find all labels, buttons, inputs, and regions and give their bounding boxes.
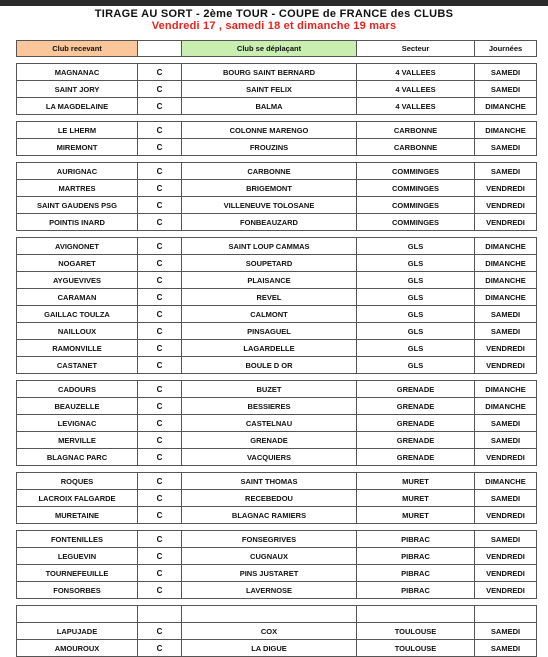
c-cell: C xyxy=(138,163,182,180)
home-club-cell: MARTRES xyxy=(17,180,138,197)
day-cell: VENDREDI xyxy=(475,507,537,524)
day-cell: VENDREDI xyxy=(475,582,537,599)
away-club-cell: LA DIGUE xyxy=(182,640,357,657)
away-club-cell: SOUPETARD xyxy=(182,255,357,272)
page-title: TIRAGE AU SORT - 2ème TOUR - COUPE de FRANCE des CLUBS xyxy=(94,8,454,20)
home-club-cell: LEGUEVIN xyxy=(17,548,138,565)
spacer-cell xyxy=(17,231,138,238)
spacer-cell xyxy=(475,231,537,238)
group-spacer xyxy=(17,231,537,238)
sector-cell: GLS xyxy=(357,272,475,289)
table-row xyxy=(17,214,537,231)
away-club-cell: PLAISANCE xyxy=(182,272,357,289)
header-away-club: Club se déplaçant xyxy=(182,41,357,57)
c-cell: C xyxy=(138,640,182,657)
c-cell: C xyxy=(138,507,182,524)
spacer-cell xyxy=(138,466,182,473)
sector-cell: GRENADE xyxy=(357,449,475,466)
day-cell: VENDREDI xyxy=(475,180,537,197)
home-club-cell: TOURNEFEUILLE xyxy=(17,565,138,582)
table-row xyxy=(17,432,537,449)
spacer-cell xyxy=(182,231,357,238)
sector-cell: COMMINGES xyxy=(357,180,475,197)
home-club-cell: LE LHERM xyxy=(17,122,138,139)
c-cell: C xyxy=(138,381,182,398)
away-club-cell: COX xyxy=(182,623,357,640)
sector-cell: GLS xyxy=(357,255,475,272)
spacer-cell xyxy=(182,115,357,122)
day-cell xyxy=(475,606,537,623)
group-spacer xyxy=(17,466,537,473)
day-cell: DIMANCHE xyxy=(475,473,537,490)
day-cell: VENDREDI xyxy=(475,214,537,231)
table-row xyxy=(17,381,537,398)
day-cell: SAMEDI xyxy=(475,139,537,156)
c-cell: C xyxy=(138,357,182,374)
header-sector: Secteur xyxy=(357,41,475,57)
table-header-row xyxy=(17,41,537,57)
home-club-cell: SAINT GAUDENS PSG xyxy=(17,197,138,214)
sector-cell: MURET xyxy=(357,490,475,507)
sector-cell xyxy=(357,606,475,623)
table-row xyxy=(17,340,537,357)
draw-table xyxy=(16,40,537,657)
spacer-cell xyxy=(182,524,357,531)
c-cell: C xyxy=(138,289,182,306)
day-cell: SAMEDI xyxy=(475,81,537,98)
table-row xyxy=(17,449,537,466)
home-club-cell: BLAGNAC PARC xyxy=(17,449,138,466)
away-club-cell: VACQUIERS xyxy=(182,449,357,466)
spacer-cell xyxy=(475,524,537,531)
spacer-cell xyxy=(138,374,182,381)
home-club-cell: LACROIX FALGARDE xyxy=(17,490,138,507)
spacer-cell xyxy=(17,599,138,606)
sector-cell: GLS xyxy=(357,238,475,255)
sector-cell: GRENADE xyxy=(357,432,475,449)
table-row xyxy=(17,415,537,432)
table-row xyxy=(17,255,537,272)
away-club-cell: RECEBEDOU xyxy=(182,490,357,507)
table-row xyxy=(17,81,537,98)
spacer-cell xyxy=(357,156,475,163)
home-club-cell: GAILLAC TOULZA xyxy=(17,306,138,323)
away-club-cell: BRIGEMONT xyxy=(182,180,357,197)
away-club-cell: CUGNAUX xyxy=(182,548,357,565)
home-club-cell: MIREMONT xyxy=(17,139,138,156)
group-spacer xyxy=(17,599,537,606)
c-cell: C xyxy=(138,122,182,139)
day-cell: DIMANCHE xyxy=(475,255,537,272)
group-spacer xyxy=(17,524,537,531)
home-club-cell: RAMONVILLE xyxy=(17,340,138,357)
c-cell: C xyxy=(138,255,182,272)
home-club-cell: AVIGNONET xyxy=(17,238,138,255)
away-club-cell: LAVERNOSE xyxy=(182,582,357,599)
spacer-cell xyxy=(475,599,537,606)
sector-cell: GLS xyxy=(357,357,475,374)
spacer-cell xyxy=(357,57,475,64)
header-home-club: Club recevant xyxy=(17,41,138,57)
header-day: Journées xyxy=(475,41,537,57)
table-row xyxy=(17,289,537,306)
table-row xyxy=(17,531,537,548)
sector-cell: PIBRAC xyxy=(357,548,475,565)
day-cell: SAMEDI xyxy=(475,531,537,548)
table-row xyxy=(17,323,537,340)
c-cell: C xyxy=(138,398,182,415)
away-club-cell: GRENADE xyxy=(182,432,357,449)
table-row xyxy=(17,163,537,180)
away-club-cell xyxy=(182,606,357,623)
table-row xyxy=(17,640,537,657)
sector-cell: PIBRAC xyxy=(357,531,475,548)
c-cell: C xyxy=(138,340,182,357)
day-cell: SAMEDI xyxy=(475,323,537,340)
spacer-cell xyxy=(138,524,182,531)
group-spacer xyxy=(17,115,537,122)
away-club-cell: COLONNE MARENGO xyxy=(182,122,357,139)
away-club-cell: CALMONT xyxy=(182,306,357,323)
day-cell: DIMANCHE xyxy=(475,289,537,306)
spacer-cell xyxy=(138,599,182,606)
sector-cell: GRENADE xyxy=(357,381,475,398)
away-club-cell: LAGARDELLE xyxy=(182,340,357,357)
c-cell: C xyxy=(138,531,182,548)
table-row xyxy=(17,272,537,289)
day-cell: SAMEDI xyxy=(475,64,537,81)
spacer-cell xyxy=(138,231,182,238)
sector-cell: GLS xyxy=(357,289,475,306)
top-bar xyxy=(0,0,548,6)
home-club-cell: FONSORBES xyxy=(17,582,138,599)
away-club-cell: BUZET xyxy=(182,381,357,398)
day-cell: DIMANCHE xyxy=(475,98,537,115)
spacer-cell xyxy=(182,156,357,163)
day-cell: VENDREDI xyxy=(475,357,537,374)
table-row xyxy=(17,238,537,255)
spacer-cell xyxy=(17,524,138,531)
spacer-cell xyxy=(17,466,138,473)
draw-table-body xyxy=(17,41,537,657)
day-cell: VENDREDI xyxy=(475,449,537,466)
home-club-cell xyxy=(17,606,138,623)
home-club-cell: SAINT JORY xyxy=(17,81,138,98)
spacer-cell xyxy=(138,57,182,64)
c-cell xyxy=(138,606,182,623)
spacer-cell xyxy=(475,466,537,473)
c-cell: C xyxy=(138,98,182,115)
c-cell: C xyxy=(138,306,182,323)
c-cell: C xyxy=(138,415,182,432)
day-cell: DIMANCHE xyxy=(475,398,537,415)
c-cell: C xyxy=(138,473,182,490)
day-cell: SAMEDI xyxy=(475,640,537,657)
away-club-cell: FONBEAUZARD xyxy=(182,214,357,231)
c-cell: C xyxy=(138,64,182,81)
group-spacer xyxy=(17,374,537,381)
away-club-cell: BOURG SAINT BERNARD xyxy=(182,64,357,81)
home-club-cell: CASTANET xyxy=(17,357,138,374)
spacer-cell xyxy=(17,57,138,64)
c-cell: C xyxy=(138,238,182,255)
day-cell: SAMEDI xyxy=(475,415,537,432)
group-spacer xyxy=(17,57,537,64)
sector-cell: 4 VALLEES xyxy=(357,81,475,98)
table-row xyxy=(17,197,537,214)
table-row xyxy=(17,139,537,156)
sector-cell: COMMINGES xyxy=(357,163,475,180)
sector-cell: GRENADE xyxy=(357,398,475,415)
table-row xyxy=(17,180,537,197)
away-club-cell: PINSAGUEL xyxy=(182,323,357,340)
away-club-cell: FROUZINS xyxy=(182,139,357,156)
day-cell: VENDREDI xyxy=(475,197,537,214)
home-club-cell: MERVILLE xyxy=(17,432,138,449)
day-cell: DIMANCHE xyxy=(475,238,537,255)
home-club-cell: FONTENILLES xyxy=(17,531,138,548)
table-row xyxy=(17,473,537,490)
table-row xyxy=(17,357,537,374)
day-cell: VENDREDI xyxy=(475,565,537,582)
day-cell: SAMEDI xyxy=(475,306,537,323)
spacer-cell xyxy=(357,524,475,531)
home-club-cell: MURETAINE xyxy=(17,507,138,524)
sector-cell: MURET xyxy=(357,507,475,524)
home-club-cell: AMOUROUX xyxy=(17,640,138,657)
page-subtitle: Vendredi 17 , samedi 18 et dimanche 19 mars xyxy=(151,20,397,32)
table-row xyxy=(17,582,537,599)
away-club-cell: CASTELNAU xyxy=(182,415,357,432)
day-cell: DIMANCHE xyxy=(475,381,537,398)
spacer-cell xyxy=(475,57,537,64)
sector-cell: GLS xyxy=(357,323,475,340)
spacer-cell xyxy=(357,599,475,606)
away-club-cell: SAINT THOMAS xyxy=(182,473,357,490)
header-blank xyxy=(138,41,182,57)
away-club-cell: FONSEGRIVES xyxy=(182,531,357,548)
table-row xyxy=(17,64,537,81)
sector-cell: CARBONNE xyxy=(357,122,475,139)
spacer-cell xyxy=(475,156,537,163)
home-club-cell: CADOURS xyxy=(17,381,138,398)
home-club-cell: AURIGNAC xyxy=(17,163,138,180)
spacer-cell xyxy=(475,374,537,381)
home-club-cell: LA MAGDELAINE xyxy=(17,98,138,115)
home-club-cell: ROQUES xyxy=(17,473,138,490)
sector-cell: PIBRAC xyxy=(357,565,475,582)
away-club-cell: CARBONNE xyxy=(182,163,357,180)
spacer-cell xyxy=(138,156,182,163)
spacer-cell xyxy=(138,115,182,122)
c-cell: C xyxy=(138,81,182,98)
c-cell: C xyxy=(138,548,182,565)
c-cell: C xyxy=(138,565,182,582)
day-cell: DIMANCHE xyxy=(475,122,537,139)
away-club-cell: BESSIERES xyxy=(182,398,357,415)
day-cell: DIMANCHE xyxy=(475,272,537,289)
home-club-cell: CARAMAN xyxy=(17,289,138,306)
spacer-cell xyxy=(357,374,475,381)
c-cell: C xyxy=(138,490,182,507)
spacer-cell xyxy=(182,599,357,606)
home-club-cell: LEVIGNAC xyxy=(17,415,138,432)
c-cell: C xyxy=(138,180,182,197)
table-row xyxy=(17,398,537,415)
away-club-cell: SAINT LOUP CAMMAS xyxy=(182,238,357,255)
spacer-cell xyxy=(182,374,357,381)
home-club-cell: AYGUEVIVES xyxy=(17,272,138,289)
home-club-cell: NAILLOUX xyxy=(17,323,138,340)
day-cell: VENDREDI xyxy=(475,340,537,357)
table-row xyxy=(17,606,537,623)
day-cell: SAMEDI xyxy=(475,490,537,507)
c-cell: C xyxy=(138,197,182,214)
spacer-cell xyxy=(17,156,138,163)
sector-cell: 4 VALLEES xyxy=(357,98,475,115)
away-club-cell: BLAGNAC RAMIERS xyxy=(182,507,357,524)
table-row xyxy=(17,306,537,323)
sector-cell: COMMINGES xyxy=(357,214,475,231)
spacer-cell xyxy=(475,115,537,122)
table-row xyxy=(17,490,537,507)
table-row xyxy=(17,623,537,640)
table-row xyxy=(17,548,537,565)
away-club-cell: VILLENEUVE TOLOSANE xyxy=(182,197,357,214)
c-cell: C xyxy=(138,582,182,599)
sector-cell: TOULOUSE xyxy=(357,623,475,640)
sector-cell: MURET xyxy=(357,473,475,490)
away-club-cell: BOULE D OR xyxy=(182,357,357,374)
c-cell: C xyxy=(138,623,182,640)
away-club-cell: PINS JUSTARET xyxy=(182,565,357,582)
home-club-cell: BEAUZELLE xyxy=(17,398,138,415)
spacer-cell xyxy=(17,115,138,122)
spacer-cell xyxy=(357,231,475,238)
home-club-cell: LAPUJADE xyxy=(17,623,138,640)
spacer-cell xyxy=(182,466,357,473)
c-cell: C xyxy=(138,449,182,466)
day-cell: SAMEDI xyxy=(475,432,537,449)
home-club-cell: NOGARET xyxy=(17,255,138,272)
sector-cell: GLS xyxy=(357,306,475,323)
away-club-cell: REVEL xyxy=(182,289,357,306)
c-cell: C xyxy=(138,323,182,340)
c-cell: C xyxy=(138,272,182,289)
sector-cell: COMMINGES xyxy=(357,197,475,214)
sector-cell: 4 VALLEES xyxy=(357,64,475,81)
sector-cell: CARBONNE xyxy=(357,139,475,156)
day-cell: SAMEDI xyxy=(475,623,537,640)
table-row xyxy=(17,98,537,115)
spacer-cell xyxy=(357,115,475,122)
c-cell: C xyxy=(138,214,182,231)
spacer-cell xyxy=(357,466,475,473)
sector-cell: GLS xyxy=(357,340,475,357)
c-cell: C xyxy=(138,432,182,449)
away-club-cell: SAINT FELIX xyxy=(182,81,357,98)
c-cell: C xyxy=(138,139,182,156)
sector-cell: PIBRAC xyxy=(357,582,475,599)
sector-cell: GRENADE xyxy=(357,415,475,432)
day-cell: VENDREDI xyxy=(475,548,537,565)
home-club-cell: MAGNANAC xyxy=(17,64,138,81)
table-row xyxy=(17,565,537,582)
home-club-cell: POINTIS INARD xyxy=(17,214,138,231)
spacer-cell xyxy=(17,374,138,381)
spacer-cell xyxy=(182,57,357,64)
sector-cell: TOULOUSE xyxy=(357,640,475,657)
table-row xyxy=(17,122,537,139)
group-spacer xyxy=(17,156,537,163)
table-row xyxy=(17,507,537,524)
day-cell: SAMEDI xyxy=(475,163,537,180)
away-club-cell: BALMA xyxy=(182,98,357,115)
